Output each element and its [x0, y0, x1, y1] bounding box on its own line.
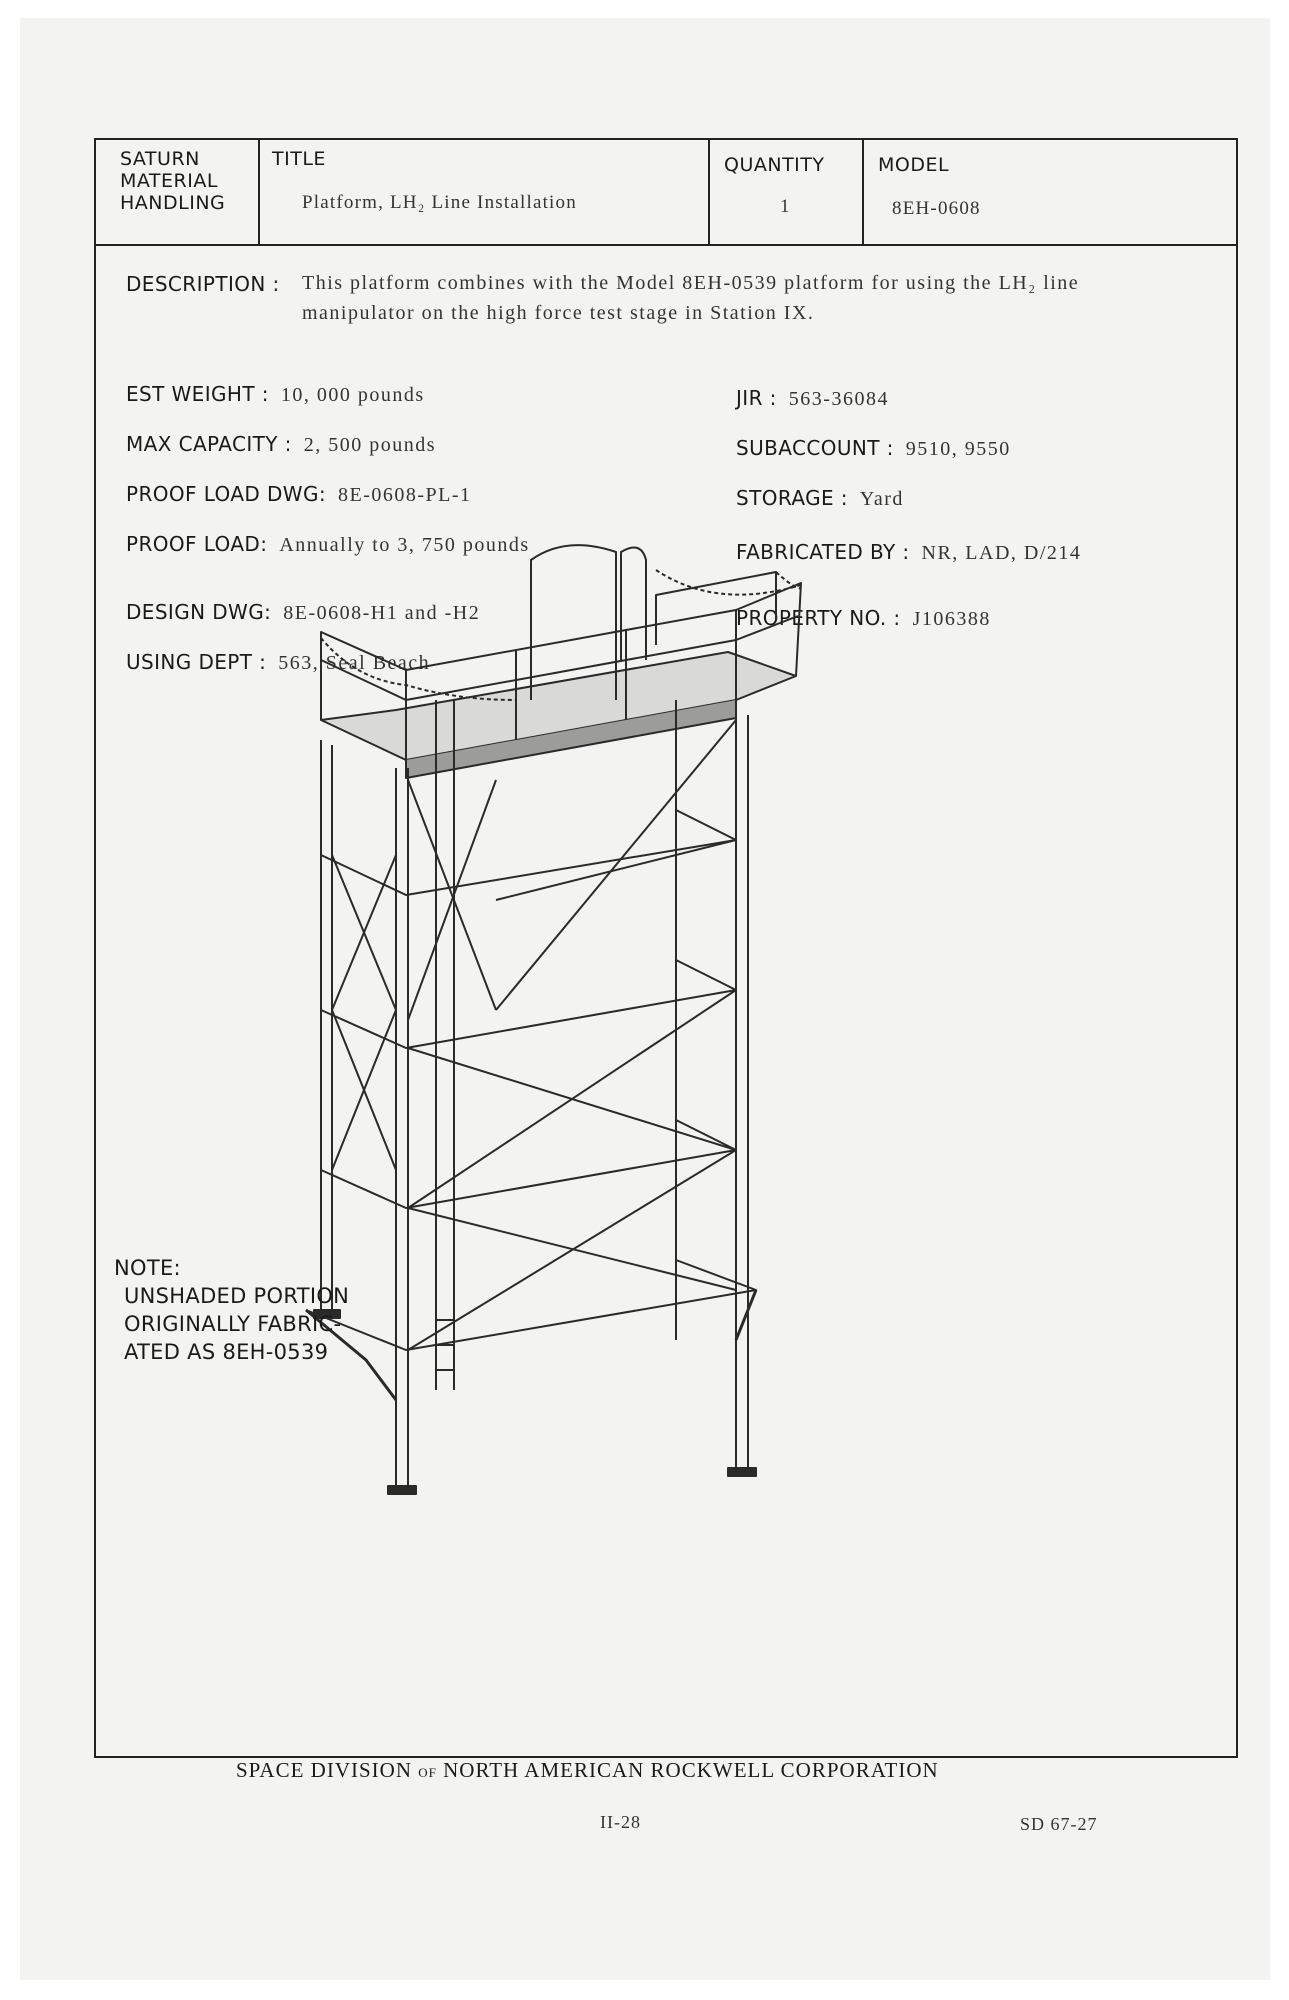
field-value: 10, 000 pounds	[280, 384, 425, 406]
model-value: 8EH-0608	[892, 198, 981, 219]
field-label: JIR :	[736, 386, 777, 410]
data-sheet-frame	[94, 138, 1238, 1758]
document-page	[20, 18, 1270, 1980]
field-label: STORAGE :	[736, 486, 848, 510]
note-line: ATED AS 8EH-0539	[124, 1340, 329, 1364]
field-value: NR, LAD, D/214	[921, 542, 1082, 564]
foot-pad	[388, 1486, 416, 1494]
field-value: J106388	[912, 608, 991, 630]
field-label: PROOF LOAD:	[126, 532, 268, 556]
field-value: 8E-0608-H1 and -H2	[283, 602, 481, 624]
company-of: OF	[418, 1765, 437, 1780]
page-number: II-28	[600, 1812, 641, 1832]
level-frame-3	[321, 1120, 736, 1208]
field-value: Annually to 3, 750 pounds	[279, 534, 530, 556]
platform-structure-drawing	[96, 140, 1236, 1756]
railing-chain	[321, 638, 516, 700]
field-label: DESIGN DWG:	[126, 600, 272, 624]
org-line-3: HANDLING	[120, 192, 226, 214]
base-frame	[306, 1260, 756, 1350]
note-line: ORIGINALLY FABRIC-	[124, 1312, 342, 1336]
model-label: MODEL	[878, 154, 950, 176]
title-label: TITLE	[272, 148, 326, 170]
quantity-label: QUANTITY	[724, 154, 825, 176]
org-line-1: SATURN	[120, 148, 200, 170]
field-value: Yard	[859, 488, 904, 510]
drawing-note	[114, 1254, 349, 1366]
field-value: 8E-0608-PL-1	[337, 484, 472, 506]
footer-company	[236, 1758, 939, 1783]
field-value: 563-36084	[788, 388, 889, 410]
field-label: SUBACCOUNT :	[736, 436, 894, 460]
quantity-value: 1	[780, 196, 791, 217]
field-label: USING DEPT :	[126, 650, 267, 674]
field-label: PROPERTY NO. :	[736, 606, 901, 630]
field-value: 9510, 9550	[905, 438, 1011, 460]
title-value: Platform, LH₂ Line Installation	[302, 192, 577, 213]
note-heading: NOTE:	[114, 1256, 181, 1280]
note-line: UNSHADED PORTION	[124, 1284, 350, 1308]
company-part-2: NORTH AMERICAN ROCKWELL CORPORATION	[443, 1758, 939, 1782]
field-label: EST WEIGHT :	[126, 382, 269, 406]
description-line-1: This platform combines with the Model 8EH-0539 platform for using the LH₂ line	[302, 272, 1080, 294]
company-part-1: SPACE DIVISION	[236, 1758, 413, 1782]
field-label: MAX CAPACITY :	[126, 432, 292, 456]
org-line-2: MATERIAL	[120, 170, 218, 192]
field-value: 2, 500 pounds	[303, 434, 437, 456]
level-frame-2	[321, 960, 736, 1048]
field-label: FABRICATED BY :	[736, 540, 910, 564]
description-line-2: manipulator on the high force test stage in Station IX.	[302, 302, 815, 324]
document-number: SD 67-27	[1020, 1814, 1098, 1834]
field-label: PROOF LOAD DWG:	[126, 482, 326, 506]
description-label: DESCRIPTION :	[126, 272, 280, 296]
level-frame-1	[321, 810, 736, 895]
field-value: 563, Seal Beach	[278, 652, 431, 674]
